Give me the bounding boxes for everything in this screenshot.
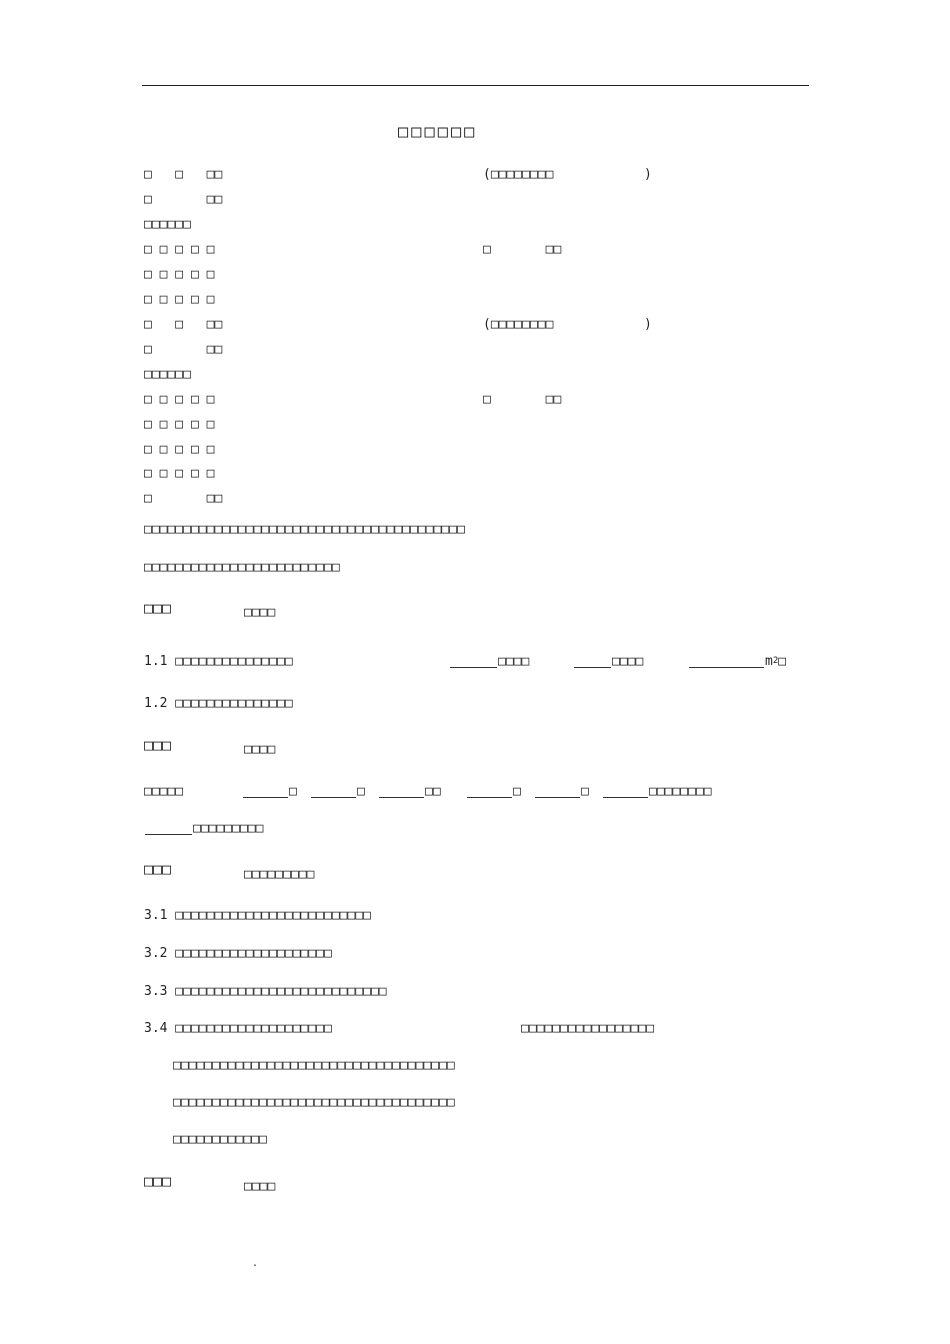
clause-3-4-line-2: □□□□□□□□□□□□□□□□□□□□□□□□□□□□□□□□□□□□ [173, 1058, 455, 1073]
clause-3-2-text: 3.2 □□□□□□□□□□□□□□□□□□□□ [144, 946, 332, 961]
party-b-name-label: □ □ □□ [144, 317, 223, 332]
party-b-line-8: □ □□ [144, 491, 223, 506]
clause-3-3-text: 3.3 □□□□□□□□□□□□□□□□□□□□□□□□□□□ [144, 984, 387, 999]
party-b-line-3: □□□□□□ [144, 367, 191, 382]
article-3-number: □□□ [144, 860, 172, 878]
article-1-heading: □□□□ [244, 605, 276, 620]
document-title: □□□□□□ [398, 122, 478, 142]
party-b-name-note: (□□□□□□□□ [483, 317, 554, 332]
article-2-line-2: □□□□□□□□□ [193, 821, 264, 836]
preamble-line-1: □□□□□□□□□□□□□□□□□□□□□□□□□□□□□□□□□□□□□□□□□ [144, 522, 465, 537]
article-2-sep-1: □ [289, 784, 297, 799]
article-4-heading: □□□□ [244, 1179, 276, 1194]
start-month-blank[interactable] [311, 797, 356, 798]
party-b-line-4: □ □ □ □ □ [144, 392, 215, 407]
party-b-line-6: □ □ □ □ □ [144, 442, 215, 457]
preamble-line-2: □□□□□□□□□□□□□□□□□□□□□□□□□ [144, 560, 340, 575]
clause-1-1-text: 1.1 □□□□□□□□□□□□□□□ [144, 654, 293, 669]
term-duration-blank[interactable] [145, 834, 192, 835]
start-year-blank[interactable] [243, 797, 288, 798]
clause-1-1-blank-area[interactable] [689, 667, 764, 668]
article-3-heading: □□□□□□□□□ [244, 867, 315, 882]
clause-1-2-text: 1.2 □□□□□□□□□□□□□□□ [144, 696, 293, 711]
party-a-line-6: □ □ □ □ □ [144, 292, 215, 307]
article-2-heading: □□□□ [244, 742, 276, 757]
party-a-line-3: □□□□□□ [144, 217, 191, 232]
party-b-line-4-right: □ □□ [483, 392, 562, 407]
end-day-blank[interactable] [603, 797, 648, 798]
header-rule [142, 85, 809, 86]
party-b-line-5: □ □ □ □ □ [144, 417, 215, 432]
footer-dot: . [252, 1258, 259, 1269]
article-2-sep-2: □ [357, 784, 365, 799]
party-a-line-5: □ □ □ □ □ [144, 267, 215, 282]
party-a-line-2: □ □□ [144, 192, 223, 207]
article-2-tail: □□□□□□□□ [649, 784, 712, 799]
clause-1-1-text-c: □□□□ [612, 654, 644, 669]
clause-3-4-line-4: □□□□□□□□□□□□ [173, 1132, 267, 1147]
article-2-number: □□□ [144, 736, 172, 754]
party-a-line-4: □ □ □ □ □ [144, 242, 215, 257]
article-4-number: □□□ [144, 1172, 172, 1190]
clause-1-1-blank-1[interactable] [450, 667, 497, 668]
party-b-name-note-close: ) [644, 317, 652, 332]
article-2-sep-3: □□ [425, 784, 441, 799]
party-b-line-7: □ □ □ □ □ [144, 466, 215, 481]
end-month-blank[interactable] [535, 797, 580, 798]
clause-1-1-unit: m2□ [765, 654, 787, 669]
party-b-line-2: □ □□ [144, 342, 223, 357]
start-day-blank[interactable] [379, 797, 424, 798]
article-2-lead: □□□□□ [144, 784, 184, 799]
clause-3-4-text: 3.4 □□□□□□□□□□□□□□□□□□□□ [144, 1021, 332, 1036]
party-a-name-note-close: ) [644, 167, 652, 182]
party-a-name-label: □ □ □□ [144, 167, 223, 182]
article-1-number: □□□ [144, 599, 172, 617]
article-2-sep-5: □ [581, 784, 589, 799]
clause-1-1-unit-superscript: 2 [772, 656, 779, 666]
article-2-sep-4: □ [513, 784, 521, 799]
party-a-name-note: (□□□□□□□□ [483, 167, 554, 182]
clause-3-4-line-3: □□□□□□□□□□□□□□□□□□□□□□□□□□□□□□□□□□□□ [173, 1095, 455, 1110]
end-year-blank[interactable] [467, 797, 512, 798]
clause-1-1-blank-2[interactable] [574, 667, 611, 668]
clause-3-4-text-b: □□□□□□□□□□□□□□□□□ [521, 1021, 655, 1036]
clause-3-1-text: 3.1 □□□□□□□□□□□□□□□□□□□□□□□□□ [144, 908, 371, 923]
clause-1-1-text-b: □□□□ [498, 654, 530, 669]
party-a-line-4-right: □ □□ [483, 242, 562, 257]
